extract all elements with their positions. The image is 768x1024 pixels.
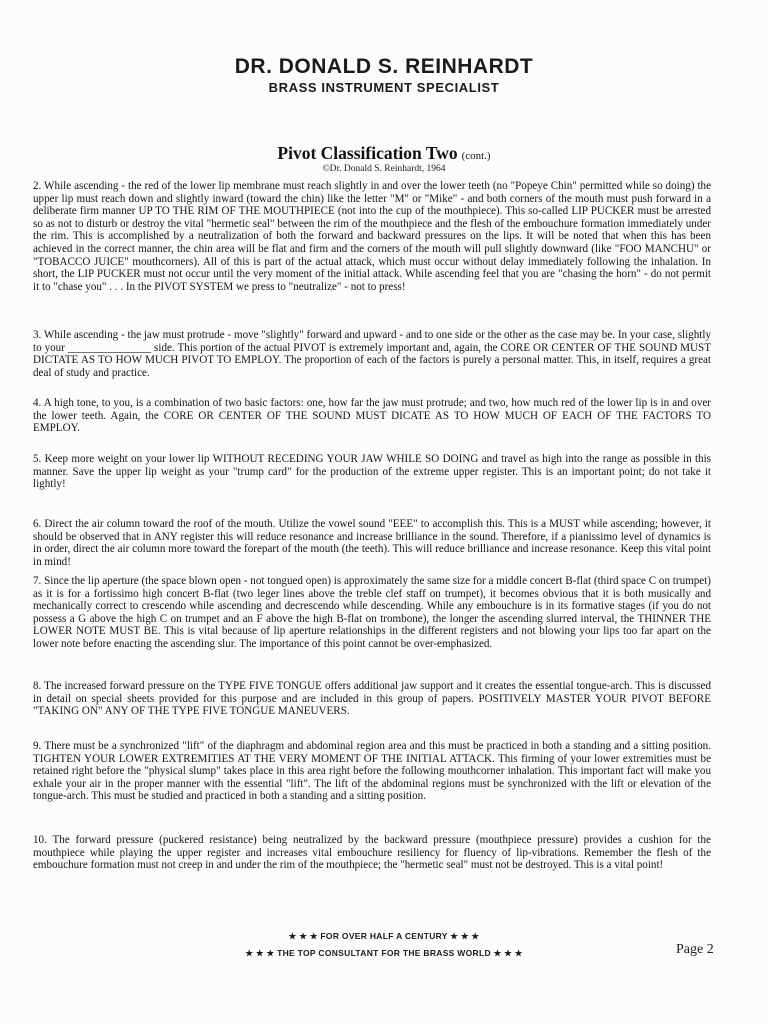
paragraph-5: 5. Keep more weight on your lower lip WITHOUT RECEDING YOUR JAW WHILE SO DOING and travel as high into the range as possible in this manner. Save the upper lip weight as your "trump card" for the production of the extreme upper register. This is an important point; do not take it lightly! (33, 453, 711, 491)
letterhead (0, 55, 768, 95)
paragraph-3: 3. While ascending - the jaw must protrude - move "slightly" forward and upward - and to one side or the other as the case may be. In your case, slightly to your _______________ side. This portion of the actual PIVOT is extremely important and, again, the CORE OR CENTER OF THE SOUND MUST DICTATE AS TO HOW MUCH PIVOT TO EMPLOY. The proportion of each of the factors is purely a personal matter. This, in itself, requires a great deal of study and practice. (33, 329, 711, 379)
page-number: Page 2 (676, 942, 714, 957)
footer-tagline-2: ★ ★ ★ THE TOP CONSULTANT FOR THE BRASS WORLD ★ ★ ★ (245, 948, 523, 958)
copyright-line: ©Dr. Donald S. Reinhardt, 1964 (322, 164, 446, 174)
paragraph-6: 6. Direct the air column toward the roof of the mouth. Utilize the vowel sound "EEE" to accomplish this. This is a MUST while ascending; however, it should be observed that in ANY register this will reduce resonance and increase brilliance in the sound. Therefore, if a pianissimo level of dynamics is in order, direct the air column more toward the forepart of the mouth (the teeth). This will reduce brilliance and increase resonance. Keep this vital point in mind! (33, 518, 711, 568)
paragraph-4: 4. A high tone, to you, is a combination of two basic factors: one, how far the jaw must protrude; and two, how much red of the lower lip is in and over the lower teeth. Again, the CORE OR CENTER OF THE SOUND MUST DICATE AS TO HOW MUCH OF EACH OF THE FACTORS TO EMPLOY. (33, 397, 711, 435)
paragraph-8: 8. The increased forward pressure on the TYPE FIVE TONGUE offers additional jaw support and it creates the essential tongue-arch. This is discussed in detail on special sheets provided for this purpose and are included in this group of papers. POSITIVELY MASTER YOUR PIVOT BEFORE "TAKING ON" ANY OF THE TYPE FIVE TONGUE MANEUVERS. (33, 680, 711, 718)
footer-tagline-1: ★ ★ ★ FOR OVER HALF A CENTURY ★ ★ ★ (288, 931, 480, 941)
paragraph-9: 9. There must be a synchronized "lift" of the diaphragm and abdominal region area and this must be practiced in both a standing and a sitting position. TIGHTEN YOUR LOWER EXTREMITIES AT THE VERY MOMENT OF THE INITIAL ATTACK. This firming of your lower extremities must be retained right before the "physical slump" takes place in this area right before the following mouthcorner inhalation. This important fact will make you exhale your air in the proper manner with the essential "lift". The lift of the abdominal regions must be synchronized with the lift or elevation of the tongue-arch. This must be studied and practiced in both a standing and a sitting position. (33, 740, 711, 803)
document-title: Pivot Classification Two (277, 143, 458, 163)
document-title-suffix: (cont.) (461, 150, 491, 162)
paragraph-10: 10. The forward pressure (puckered resistance) being neutralized by the backward pressure (mouthpiece pressure) provides a cushion for the mouthpiece while playing the upper register and increases vital embouchure resiliency for fluency of lip-vibrations. Remember the flesh of the embouchure formation must not creep in and under the rim of the mouthpiece; the "hermetic seal" must not be destroyed. This is a vital point! (33, 834, 711, 872)
title-block (0, 143, 768, 174)
document-title-line (0, 143, 768, 164)
letterhead-name: DR. DONALD S. REINHARDT (234, 55, 534, 78)
paragraph-2: 2. While ascending - the red of the lower lip membrane must reach slightly in and over the lower teeth (no "Popeye Chin" permitted while so doing) the upper lip must reach down and slightly inward (toward the chin) like the letter "M" or "Mike" - and both corners of the mouth must push forward in a deliberate firm manner UP TO THE RIM OF THE MOUTHPIECE (not into the cup of the mouthpiece). This so-called LIP PUCKER must be arrested so as not to disturb or destroy the vital "hermetic seal" between the rim of the mouthpiece and the flesh of the embouchure formation immediately under the rim. This is accomplished by a neutralization of both the forward and backward pressures on the lips. It will be noted that when this has been achieved in the correct manner, the chin area will be flat and firm and the corners of the mouth will pull slightly downward (like "FOO MANCHU" or "TOBACCO JUICE" mouthcorners). All of this is part of the actual attack, which must occur without delay immediately following the inhalation. In short, the LIP PUCKER must not occur until the very moment of the initial attack. While ascending feel that you are "chasing the horn" - do not permit it to "chase you" . . . In the PIVOT SYSTEM we press to "neutralize" - not to press! (33, 180, 711, 293)
paragraph-7: 7. Since the lip aperture (the space blown open - not tongued open) is approximately the same size for a middle concert B-flat (third space C on trumpet) as it is for a fortissimo high concert B-flat (two leger lines above the treble clef staff on trumpet), it becomes obvious that it is both musically and mechanically correct to crescendo while ascending and decrescendo while descending. While any embouchure is in its formative stages (if you do not possess a G above the high C on trumpet and an F above the high B-flat on trombone), the longer the ascending slurred interval, the THINNER THE LOWER NOTE MUST BE. This is vital because of lip aperture relationships in the different registers and not blowing your lips too far apart on the lower note before enacting the ascending slur. The importance of this point cannot be over-emphasized. (33, 575, 711, 650)
letterhead-subtitle: BRASS INSTRUMENT SPECIALIST (268, 80, 500, 95)
